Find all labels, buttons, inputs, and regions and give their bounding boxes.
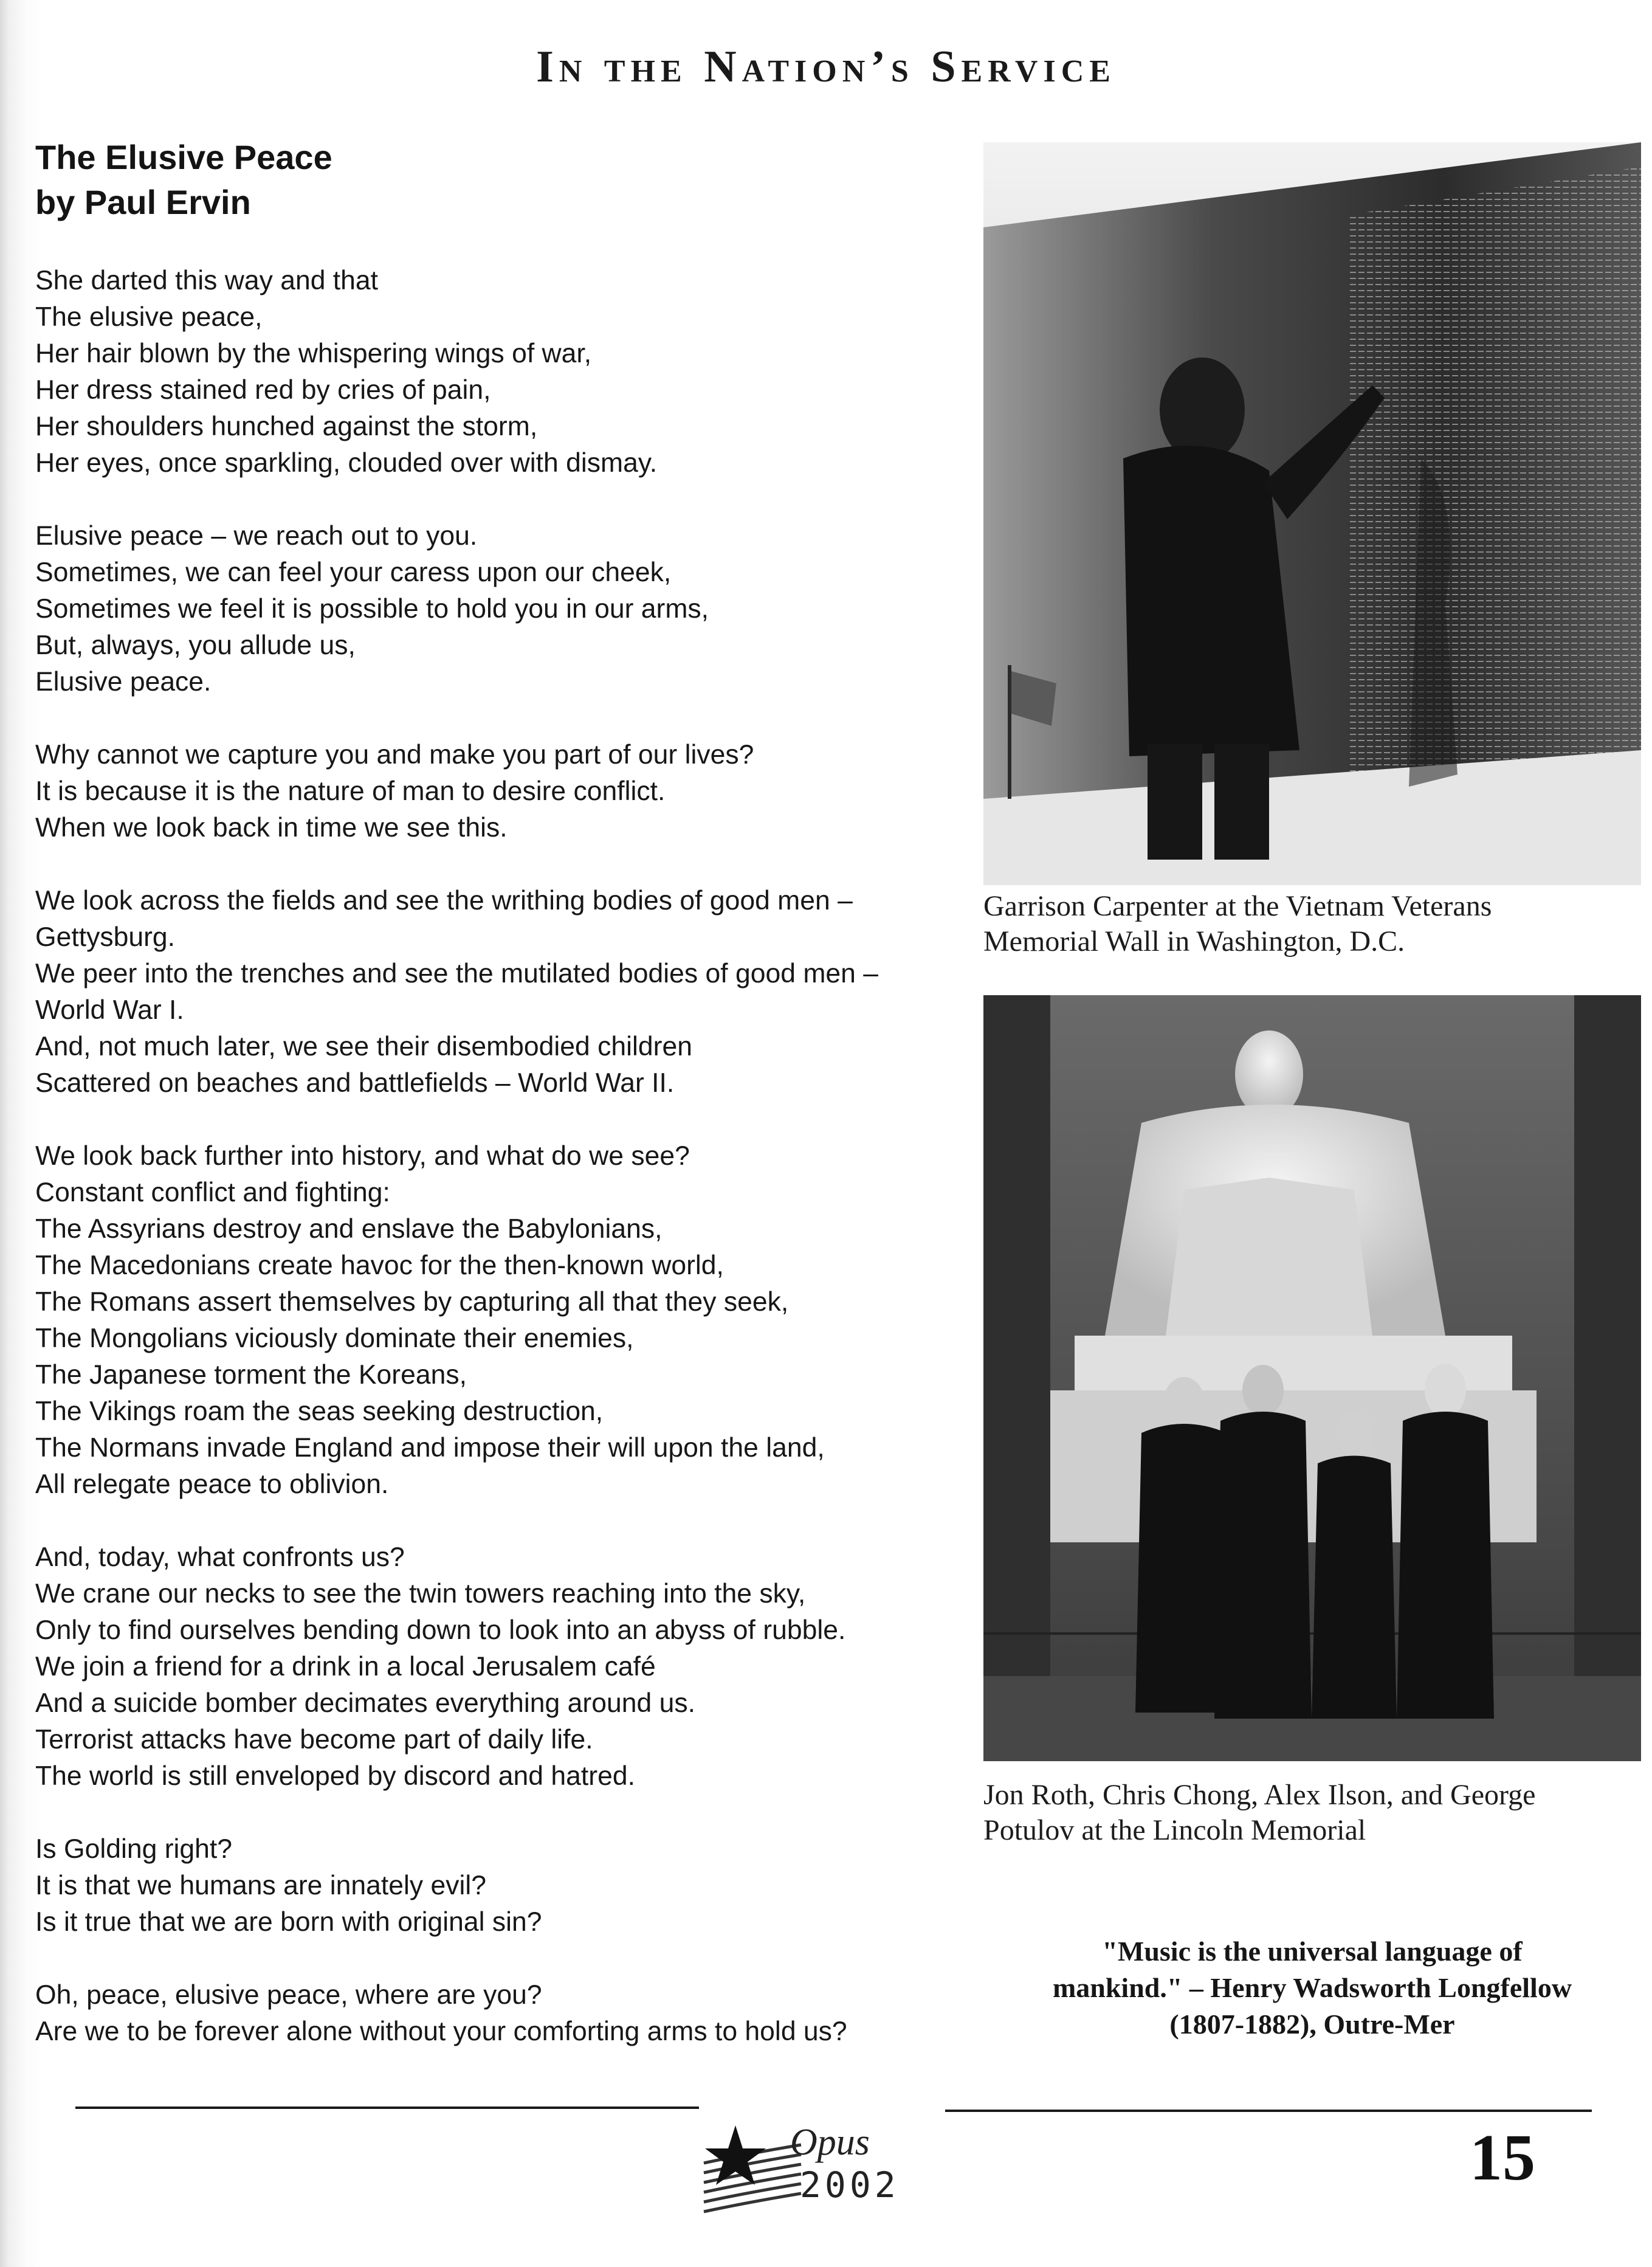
poem-line: The Normans invade England and impose their will upon the land, — [35, 1433, 825, 1463]
poem-heading — [35, 135, 332, 225]
quote-line: mankind." – Henry Wadsworth Longfellow — [1052, 1972, 1572, 2003]
opus-logo-word: Opus — [790, 2122, 870, 2163]
poem-stanza — [35, 1539, 971, 1795]
poem-line: When we look back in time we see this. — [35, 813, 508, 843]
footer-rule-left — [75, 2107, 699, 2109]
poem-line: Elusive peace – we reach out to you. — [35, 521, 478, 551]
poem-line: We crane our necks to see the twin towers reaching into the sky, — [35, 1579, 806, 1609]
poem-byline: by Paul Ervin — [35, 183, 251, 221]
poem-line: Oh, peace, elusive peace, where are you? — [35, 1980, 542, 2010]
poem-line: Her shoulders hunched against the storm, — [35, 412, 538, 441]
footer-rule-right — [945, 2110, 1592, 2112]
poem-line: We look back further into history, and what do we see? — [35, 1141, 690, 1171]
poem-stanza — [35, 1138, 971, 1503]
poem-line: Elusive peace. — [35, 667, 212, 697]
poem-stanza — [35, 883, 971, 1102]
caption-line: Potulov at the Lincoln Memorial — [983, 1814, 1366, 1846]
lincoln-memorial-photo — [983, 995, 1641, 1761]
poem-line: All relegate peace to oblivion. — [35, 1469, 389, 1499]
poem-line: The Mongolians viciously dominate their enemies, — [35, 1323, 634, 1353]
poem-line: She darted this way and that — [35, 266, 379, 295]
poem-line: The Japanese torment the Koreans, — [35, 1360, 467, 1390]
opus-logo-year: 2002 — [800, 2164, 900, 2206]
caption-line: Garrison Carpenter at the Vietnam Veterans — [983, 890, 1492, 922]
poem-line: But, always, you allude us, — [35, 630, 356, 660]
poem-line: Her dress stained red by cries of pain, — [35, 375, 491, 405]
poem-title: The Elusive Peace — [35, 138, 332, 176]
poem-stanza — [35, 737, 971, 846]
poem-line: The elusive peace, — [35, 302, 263, 332]
poem-line: The Vikings roam the seas seeking destruction, — [35, 1396, 604, 1426]
poem-line: Gettysburg. — [35, 922, 176, 952]
poem-line: Sometimes, we can feel your caress upon our cheek, — [35, 557, 672, 587]
poem-line: Scattered on beaches and battlefields – World War II. — [35, 1068, 675, 1098]
poem-stanza — [35, 518, 971, 700]
poem-line: We look across the fields and see the writhing bodies of good men – — [35, 886, 853, 916]
poem-line: The Macedonians create havoc for the then-known world, — [35, 1251, 724, 1280]
section-title: In the Nation’s Service — [536, 42, 1116, 92]
poem-line: Her eyes, once sparkling, clouded over with dismay. — [35, 448, 658, 478]
poem-line: Why cannot we capture you and make you part of our lives? — [35, 740, 754, 770]
page-number: 15 — [1470, 2122, 1535, 2194]
poem-stanza — [35, 1977, 971, 2050]
poem-line: Constant conflict and fighting: — [35, 1178, 390, 1207]
poem-line: And a suicide bomber decimates everything around us. — [35, 1688, 695, 1718]
poem-line: World War I. — [35, 995, 184, 1025]
poem-stanza — [35, 1831, 971, 1941]
poem-line: Terrorist attacks have become part of daily life. — [35, 1725, 593, 1755]
poem-line: Is it true that we are born with original sin? — [35, 1907, 542, 1937]
lincoln-memorial-caption — [983, 1778, 1641, 1848]
caption-line: Jon Roth, Chris Chong, Alex Ilson, and George — [983, 1779, 1536, 1811]
poem-line: It is because it is the nature of man to desire conflict. — [35, 776, 666, 806]
poem-line: Is Golding right? — [35, 1834, 233, 1864]
longfellow-quote — [983, 1933, 1641, 2043]
poem-line: The Assyrians destroy and enslave the Babylonians, — [35, 1214, 663, 1244]
poem-line: And, not much later, we see their disembodied children — [35, 1032, 692, 1061]
poem-body — [35, 263, 971, 2050]
vietnam-memorial-caption — [983, 889, 1641, 959]
poem-line: It is that we humans are innately evil? — [35, 1871, 487, 1900]
quote-line: "Music is the universal language of — [1102, 1936, 1523, 1967]
poem-line: Her hair blown by the whispering wings of war, — [35, 339, 592, 368]
vietnam-memorial-photo — [983, 142, 1641, 885]
poem-line: We peer into the trenches and see the mutilated bodies of good men – — [35, 959, 878, 989]
caption-line: Memorial Wall in Washington, D.C. — [983, 925, 1405, 958]
quote-line: (1807-1882), Outre-Mer — [1169, 2009, 1455, 2040]
poem-line: The world is still enveloped by discord and hatred. — [35, 1761, 635, 1791]
poem-line: We join a friend for a drink in a local Jerusalem café — [35, 1652, 656, 1682]
poem-stanza — [35, 263, 971, 481]
poem-line: And, today, what confronts us? — [35, 1542, 405, 1572]
poem-line: The Romans assert themselves by capturing all that they seek, — [35, 1287, 789, 1317]
poem-line: Only to find ourselves bending down to look into an abyss of rubble. — [35, 1615, 846, 1645]
poem-line: Are we to be forever alone without your comforting arms to hold us? — [35, 2017, 847, 2046]
poem-line: Sometimes we feel it is possible to hold you in our arms, — [35, 594, 709, 624]
